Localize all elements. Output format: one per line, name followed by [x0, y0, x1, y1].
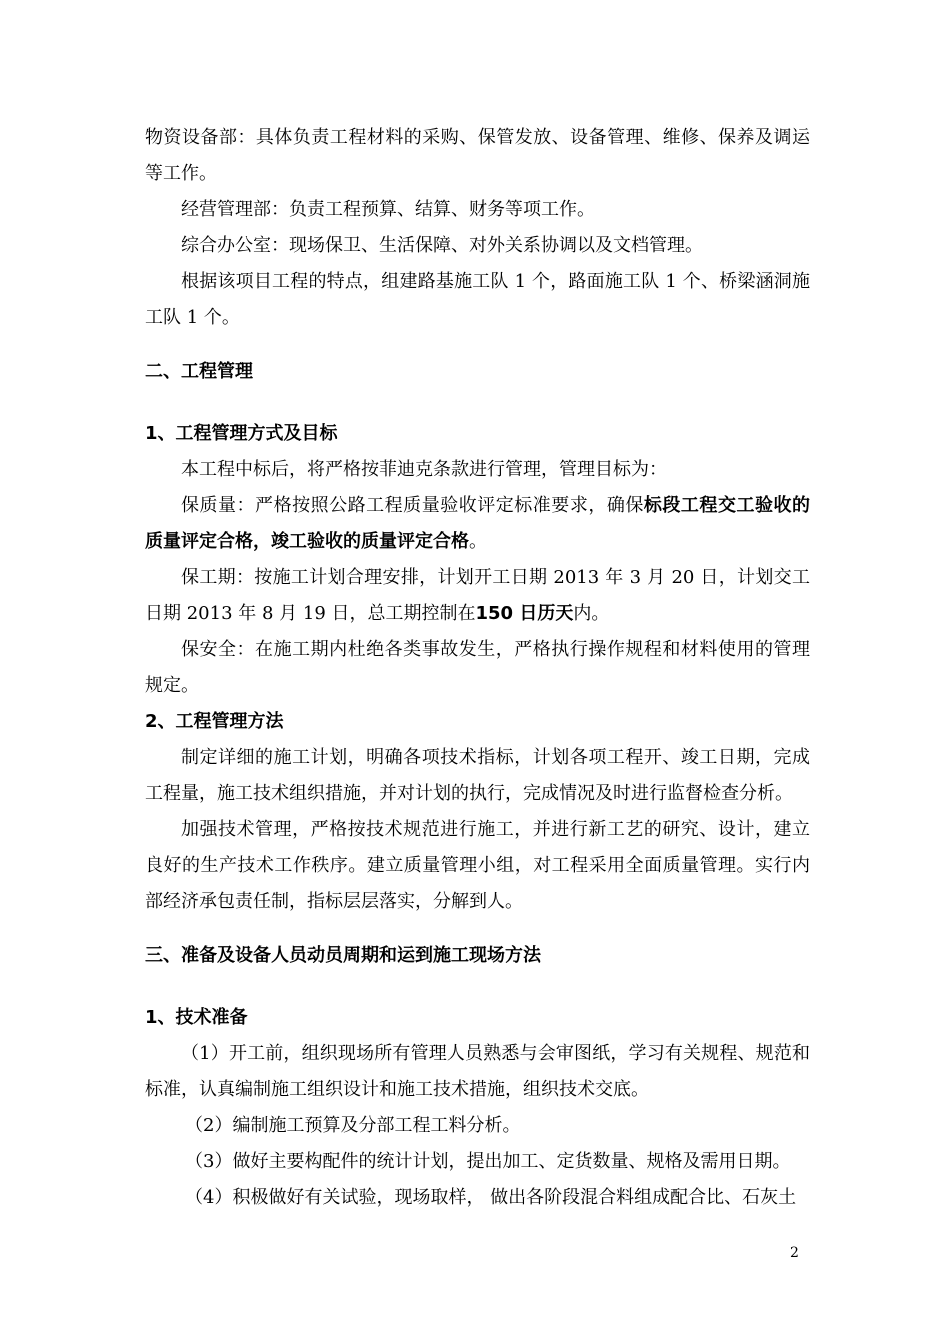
- paragraph-fidic: 本工程中标后，将严格按菲迪克条款进行管理，管理目标为：: [181, 459, 667, 480]
- schedule-text: 保工期：按施工计划合理安排，计划开工日期 2013 年 3 月 20 日，计划交工日期 2013 年 8 月 19 日，总工期控制在: [145, 567, 810, 624]
- intro-block: [145, 120, 810, 336]
- paragraph-teams: 根据该项目工程的特点，组建路基施工队 1 个，路面施工队 1 个、桥梁涵洞施工队 1 个。: [145, 271, 810, 328]
- section3-title: 三、准备及设备人员动员周期和运到施工现场方法: [145, 945, 541, 966]
- paragraph-materials-dept: 物资设备部：具体负责工程材料的采购、保管发放、设备管理、维修、保养及调运等工作。: [145, 127, 810, 184]
- section3-sub1-title: 1、技术准备: [145, 1007, 248, 1028]
- section2-sub2-title: 2、工程管理方法: [145, 711, 284, 732]
- list-item-3: （3）做好主要构配件的统计计划，提出加工、定货数量、规格及需用日期。: [185, 1151, 791, 1172]
- section2-sub1-title: 1、工程管理方式及目标: [145, 423, 338, 444]
- paragraph-office: 综合办公室：现场保卫、生活保障、对外关系协调以及文档管理。: [181, 235, 703, 256]
- paragraph-safety: 保安全：在施工期内杜绝各类事故发生，严格执行操作规程和材料使用的管理规定。: [145, 639, 810, 696]
- quality-text: 保质量：严格按照公路工程质量验收评定标准要求，确保: [181, 495, 644, 516]
- section2-block: [145, 416, 810, 920]
- quality-emphasis: 标段工程交工验收的质量评定合格，竣工验收的质量评定合格: [145, 495, 811, 552]
- schedule-emphasis: 150 日历天: [475, 603, 574, 624]
- page-number: 2: [790, 1245, 799, 1261]
- paragraph-schedule: [145, 560, 810, 632]
- paragraph-tech-mgmt: 加强技术管理，严格按技术规范进行施工，并进行新工艺的研究、设计，建立良好的生产技术工作秩序。建立质量管理小组，对工程采用全面质量管理。实行内部经济承包责任制，指标层层落实，分解到人。: [145, 819, 810, 912]
- section2-title: 二、工程管理: [145, 361, 253, 382]
- paragraph-business-dept: 经营管理部：负责工程预算、结算、财务等项工作。: [181, 199, 595, 220]
- list-item-2: （2）编制施工预算及分部工程工料分析。: [185, 1115, 521, 1136]
- quality-end: 。: [469, 531, 487, 552]
- list-item-1: （1）开工前，组织现场所有管理人员熟悉与会审图纸，学习有关规程、规范和标准，认真编制施工组织设计和施工技术措施，组织技术交底。: [145, 1043, 810, 1100]
- section3-block: [145, 1000, 810, 1216]
- paragraph-quality: [145, 488, 810, 560]
- paragraph-plan: 制定详细的施工计划，明确各项技术指标，计划各项工程开、竣工日期，完成工程量，施工技术组织措施，并对计划的执行，完成情况及时进行监督检查分析。: [145, 747, 810, 804]
- schedule-end: 内。: [573, 603, 610, 624]
- list-item-4: （4）积极做好有关试验，现场取样， 做出各阶段混合料组成配合比、石灰土: [185, 1187, 797, 1208]
